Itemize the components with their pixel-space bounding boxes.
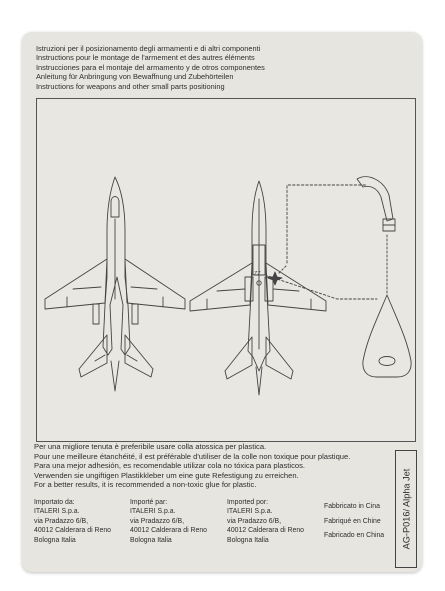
jet-bottom-view bbox=[190, 181, 326, 395]
glue-line-it: Per una migliore tenuta è preferibile usare colla atossica per plastica. bbox=[34, 442, 267, 451]
header-line-de: Anleitung für Anbringung von Bewaffnung und Zubehörteilen bbox=[36, 72, 234, 82]
importer-line: ITALERI S.p.a. bbox=[34, 508, 80, 516]
importer-line: via Pradazzo 6/B, bbox=[34, 517, 89, 525]
origin-block bbox=[324, 500, 384, 544]
importer-line: ITALERI S.p.a. bbox=[227, 508, 273, 516]
glue-line-de: Verwenden sie ungiftigen Plastikkleber um eine gute Refestigung zu erreichen. bbox=[34, 470, 299, 480]
leader-line-2 bbox=[265, 275, 377, 299]
importer-line: 40012 Calderara di Reno bbox=[227, 527, 304, 535]
header-line-fr: Instructions pour le montage de l'armement et des autres éléments bbox=[36, 53, 255, 63]
header-line-it: Istruzioni per il posizionamento degli armamenti e di altri componenti bbox=[36, 44, 261, 53]
importer-line: 40012 Calderara di Reno bbox=[130, 527, 207, 535]
glue-line-en: For a better results, it is recommended a non-toxic glue for plastic. bbox=[34, 480, 257, 490]
importer-line: Bologna Italia bbox=[34, 536, 76, 544]
importer-label: Importato da: bbox=[34, 499, 75, 506]
importer-it bbox=[34, 498, 111, 545]
importer-line: via Pradazzo 6/B, bbox=[227, 517, 282, 525]
importer-line: ITALERI S.p.a. bbox=[130, 508, 176, 516]
importer-line: via Pradazzo 6/B, bbox=[130, 517, 185, 525]
instruction-card bbox=[22, 32, 422, 572]
header-instructions bbox=[36, 44, 396, 91]
glue-note bbox=[34, 442, 394, 490]
origin-es: Fabricado en China bbox=[324, 532, 385, 539]
header-line-en: Instructions for weapons and other small parts positioning bbox=[36, 81, 225, 91]
glue-line-fr: Pour une meilleure étanchéité, il est préférable d'utiliser de la colle non toxique pour plastique. bbox=[34, 451, 351, 461]
header-line-es: Instrucciones para el montaje del armamento y de otros componentes bbox=[36, 62, 265, 72]
jet-top-view bbox=[45, 177, 185, 391]
diagram-panel bbox=[36, 98, 416, 442]
origin-it: Fabbricato in Cina bbox=[324, 503, 380, 510]
part-access-panel bbox=[363, 235, 411, 377]
importer-label: Importé par: bbox=[130, 499, 168, 506]
decal-mark-zz: ZZ bbox=[254, 271, 261, 277]
origin-fr: Fabriqué en Chine bbox=[324, 517, 381, 525]
assembly-diagram bbox=[37, 99, 415, 441]
leader-line-1 bbox=[287, 185, 367, 263]
importer-fr bbox=[130, 498, 207, 545]
importer-line: Bologna Italia bbox=[130, 536, 172, 544]
importer-en bbox=[227, 498, 304, 545]
importer-label: Imported por: bbox=[227, 499, 268, 506]
product-code: AG-P016/ Alpha Jet bbox=[401, 468, 412, 550]
glue-line-es: Para una mejor adhesión, es recomendable utilizar cola no tóxica para plasticos. bbox=[34, 461, 305, 471]
product-code-box bbox=[395, 450, 417, 568]
importer-line: Bologna Italia bbox=[227, 536, 269, 544]
importer-line: 40012 Calderara di Reno bbox=[34, 527, 111, 535]
